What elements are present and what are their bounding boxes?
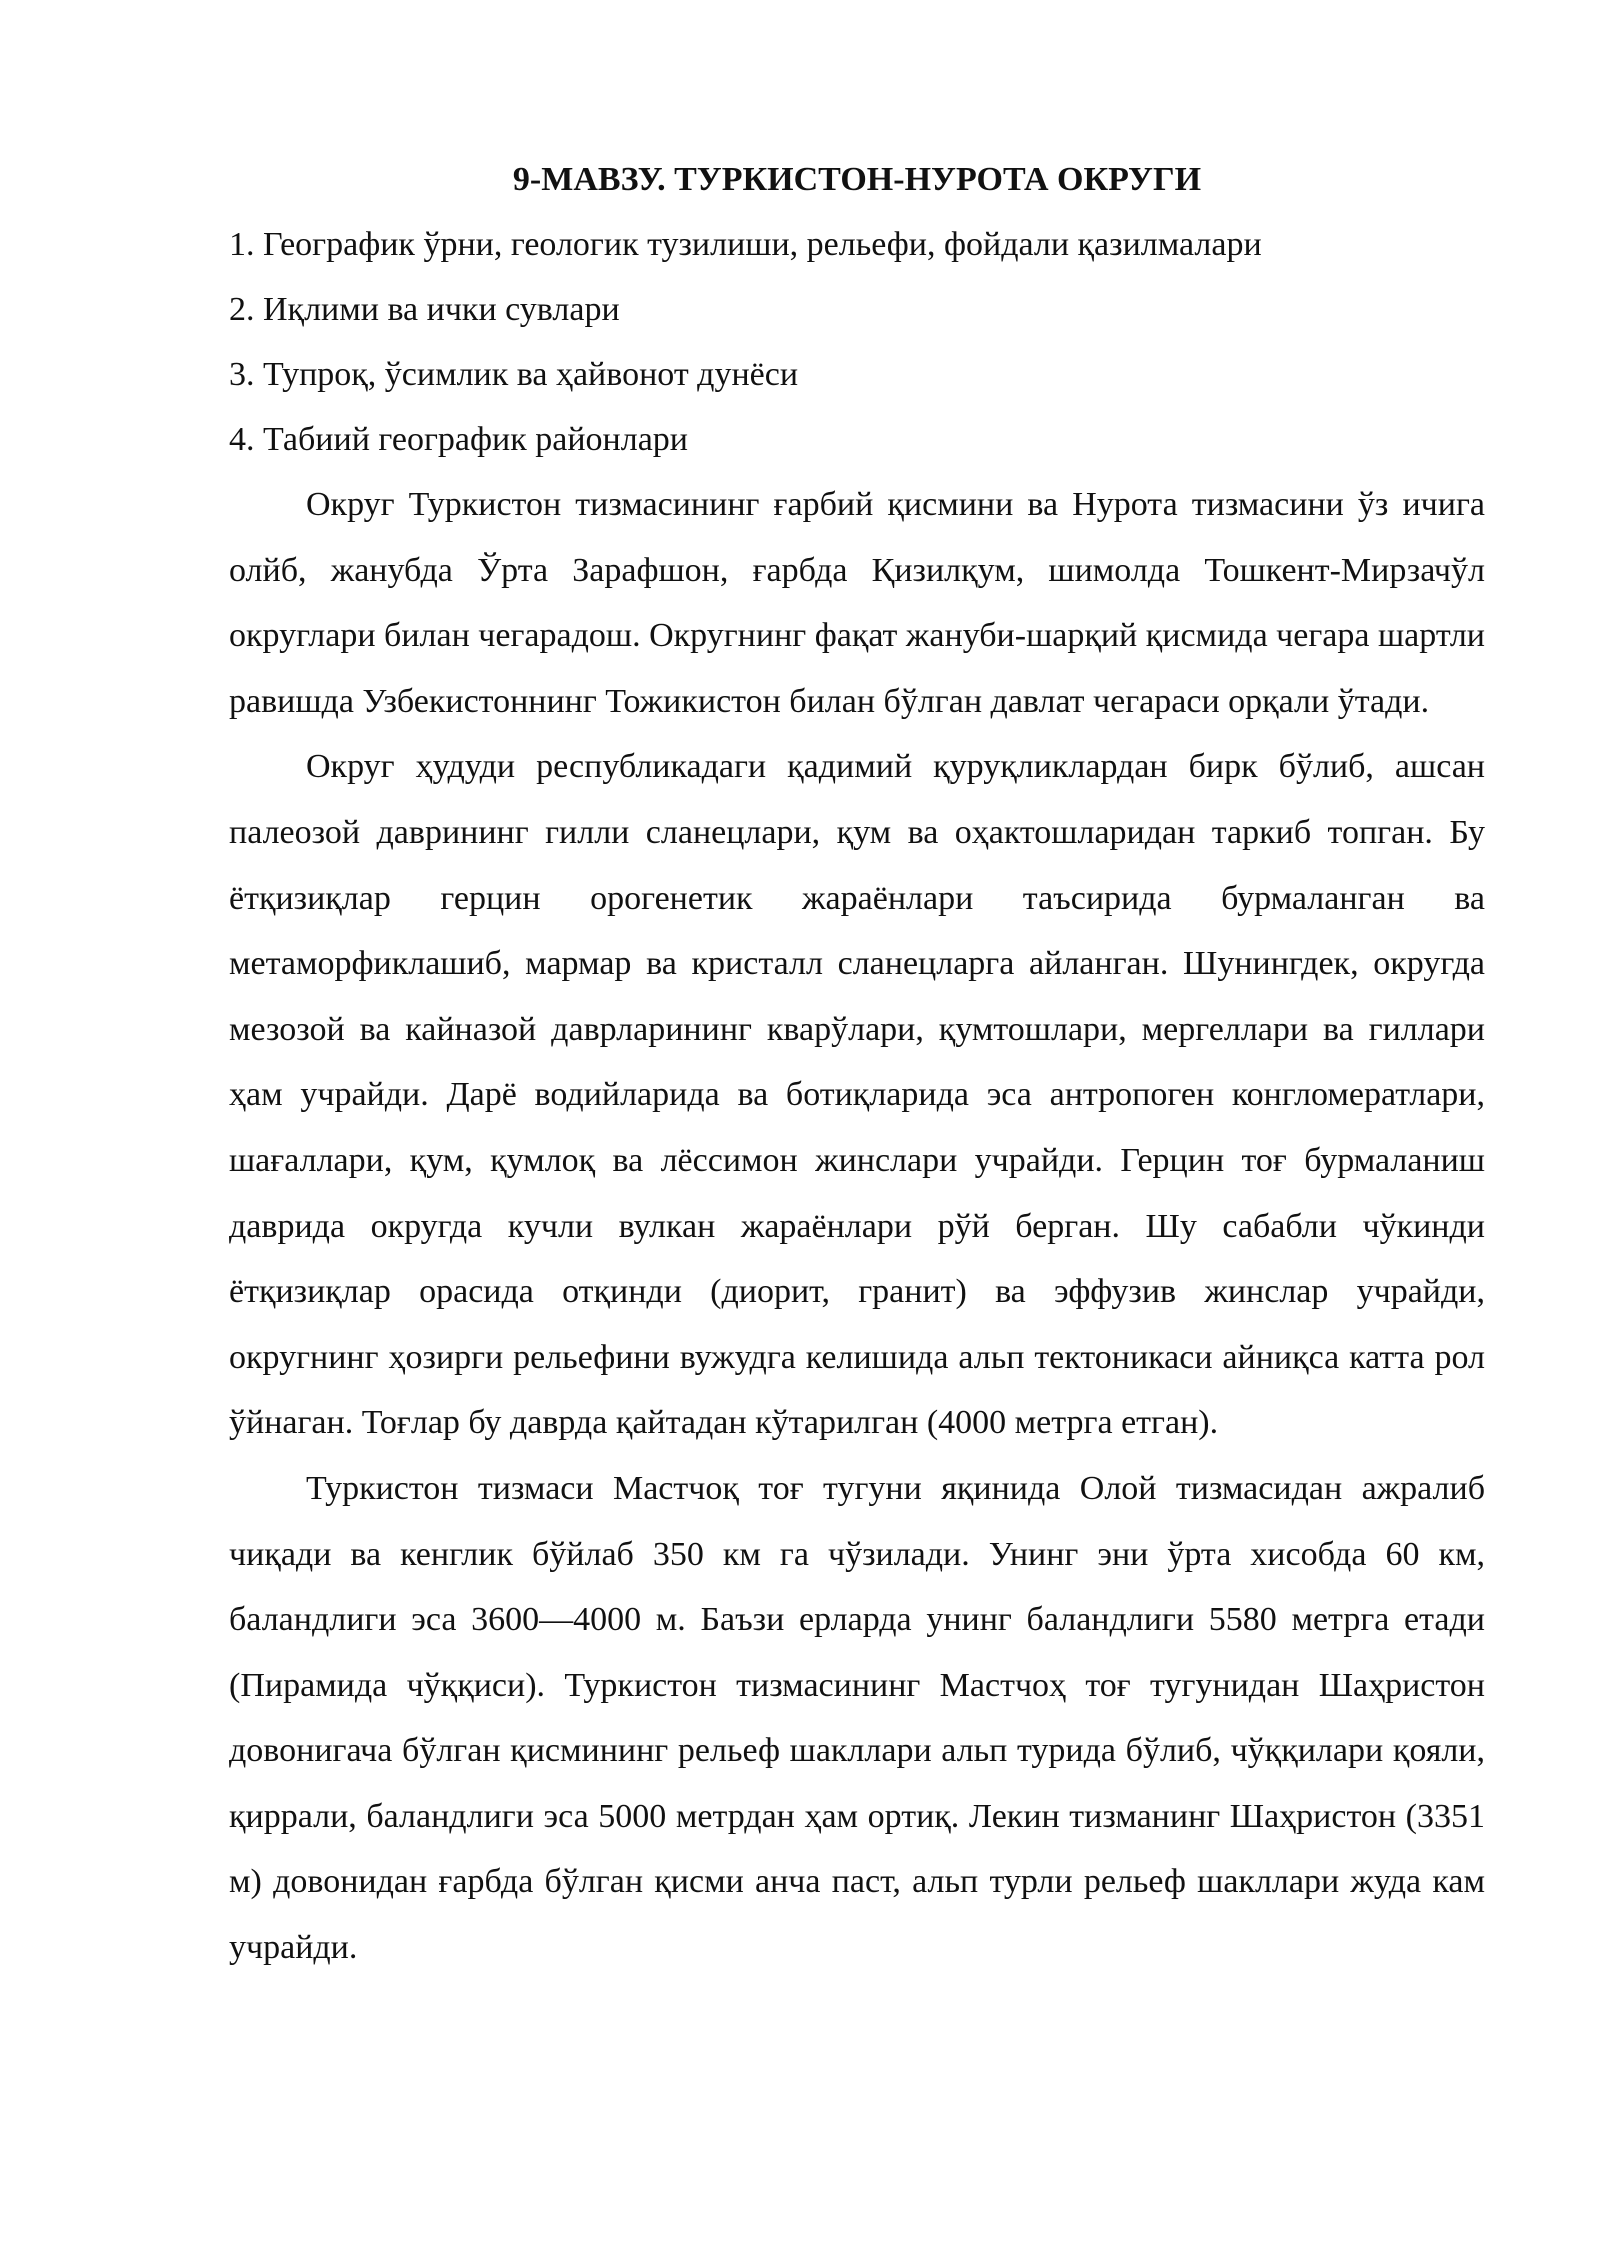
topic-item-4: 4. Табиий географик районлари (229, 421, 688, 458)
page-content (229, 148, 1485, 1981)
topic-item-3: 3. Тупроқ, ўсимлик ва ҳайвонот дунёси (229, 356, 799, 393)
paragraph-turkestan-range: Туркистон тизмаси Мастчоқ тоғ тугуни яқинида Олой тизмасидан ажралиб чиқади ва кенглик бўйлаб 350 км га чўзилади. Унинг эни ўрта хисобда 60 км, баландлиги эса 3600—4000 м. Баъзи ерларда унинг баландлиги 5580 метрга етади (Пирамида чўққиси). Туркистон тизмасининг Мастчоҳ тоғ тугунидан Шаҳристон довонигача бўлган қисмининг рельеф шакллари альп турида бўлиб, чўққилари қояли, қиррали, баландлиги эса 5000 метрдан ҳам ортиқ. Лекин тизманинг Шаҳристон (3351 м) довонидан ғарбда бўлган қисми анча паст, альп турли рельеф шакллари жуда кам учрайди. (229, 1469, 1485, 1967)
topic-item-2: 2. Иқлими ва ички сувлари (229, 291, 620, 328)
page-title: 9-МАВЗУ. ТУРКИСТОН-НУРОТА ОКРУГИ (512, 161, 1202, 198)
paragraph-geology: Округ ҳудуди республикадаги қадимий қуруқликлардан бирк бўлиб, ашсан палеозой даврининг гилли сланецлари, қум ва оҳактошларидан таркиб топган. Бу ётқизиқлар герцин орогенетик жараёнлари таъсирида бурмаланган ва метаморфиклашиб, мармар ва кристалл сланецларга айланган. Шунингдек, округда мезозой ва кайназой даврларининг кварўлари, қумтошлари, мергеллари ва гиллари ҳам учрайди. Дарё водийларида ва ботиқларида эса антропоген конгломератлари, шағаллари, қум, қумлоқ ва лёссимон жинслари учрайди. Герцин тоғ бурмаланиш даврида округда кучли вулкан жараёнлари рўй берган. Шу сабабли чўкинди ётқизиқлар орасида отқинди (диорит, гранит) ва эффузив жинслар учрайди, округнинг ҳозирги рельефини вужудга келишида альп тектоникаси айниқса катта рол ўйнаган. Тоғлар бу даврда қайтадан кўтарилган (4000 метрга етган). (229, 748, 1485, 1442)
topic-item-1: 1. Географик ўрни, геологик тузилиши, рельефи, фойдали қазилмалари (229, 226, 1262, 263)
paragraph-borders: Округ Туркистон тизмасининг ғарбий қисмини ва Нурота тизмасини ўз ичига олйб, жанубда Ўрта Зарафшон, ғарбда Қизилқум, шимолда Тошкент-Мирзачўл округлари билан чегарадош. Округнинг фақат жануби-шарқий қисмида чегара шартли равишда Узбекистоннинг Тожикистон билан бўлган давлат чегараси орқали ўтади. (229, 486, 1485, 720)
